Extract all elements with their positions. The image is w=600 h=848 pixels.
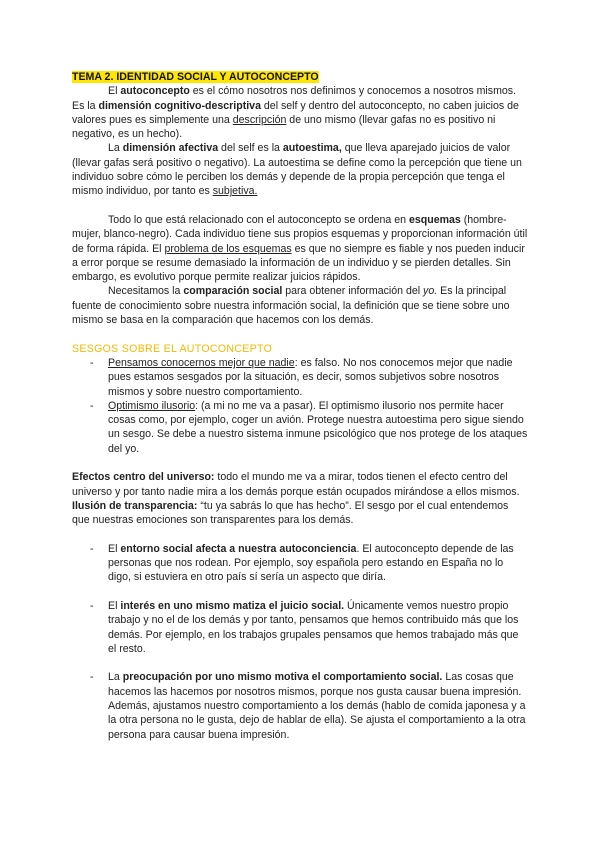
- bold-term: interés en uno mismo matiza el juicio social.: [120, 599, 345, 612]
- bold-term: autoconcepto: [120, 85, 190, 98]
- bold-term: Ilusión de transparencia:: [72, 499, 198, 512]
- spacer: [72, 528, 528, 542]
- spacer: [72, 199, 528, 213]
- social-self-list: [72, 670, 528, 741]
- list-item: [72, 399, 528, 456]
- text: todo el mundo me va a mirar, todos tienen el efecto centro del universo y por tanto nadie mira a los demás porque están ocupados mirándose a ellos mismos.: [72, 471, 520, 498]
- social-self-list: [72, 599, 528, 656]
- paragraph-ilusion-transparencia: [72, 499, 528, 528]
- paragraph-efecto-centro: [72, 470, 528, 499]
- bold-term: dimensión afectiva: [122, 142, 219, 155]
- bold-term: Efectos centro del universo:: [72, 471, 215, 484]
- text: para obtener información del: [282, 285, 424, 298]
- paragraph-comparacion-social: [72, 284, 528, 327]
- bias-list: [72, 356, 528, 456]
- text: que lleva aparejado juicios de valor (llevar gafas será positivo o negativo). La autoestima se define como la percepción que tiene un individuo sobre cómo le perciben los demás y depende de la propia percepción que tenga el mismo individuo, por tanto es: [72, 142, 522, 198]
- text: El: [108, 599, 121, 612]
- bold-term: entorno social afecta a nuestra autoconciencia: [120, 542, 357, 555]
- spacer: [72, 656, 528, 670]
- list-item: [72, 599, 528, 656]
- list-item: [72, 542, 528, 585]
- text: (hombre-mujer, blanco-negro). Cada individuo tiene sus propios esquemas y proporcionan información útil de forma rápida. El: [72, 213, 528, 255]
- text: Es la principal fuente de conocimiento sobre nuestra información social, la definición que se tiene sobre uno mismo se basa en la comparación que hacemos con los demás.: [72, 285, 510, 327]
- underlined-term: subjetiva.: [212, 185, 258, 198]
- spacer: [72, 456, 528, 470]
- bold-term: dimensión cognitivo-descriptiva: [98, 99, 261, 112]
- underlined-term: Optimismo ilusorio: [108, 399, 196, 412]
- title-line: [72, 70, 528, 84]
- list-item: [72, 356, 528, 399]
- text: El: [108, 542, 121, 555]
- text: es que no siempre es fiable y nos pueden inducir a error porque se resume demasiado la información de un individuo y se pierden detalles. Sin embargo, es evolutivo porque permite realizar juicios rápidos.: [72, 242, 525, 284]
- page-title: TEMA 2. IDENTIDAD SOCIAL Y AUTOCONCEPTO: [72, 71, 319, 83]
- bold-term: preocupación por uno mismo motiva el comportamiento social.: [122, 671, 443, 684]
- text: Las cosas que hacemos las hacemos por nosotros mismos, porque nos gusta causar buena impresión. Además, ajustamos nuestro comportamiento a los demás (hablo de comida japonesa y a la otra persona no le gusta, dejo de hablar de ella). Se ajusta el comportamiento a la otra persona para causar buena impresión.: [108, 671, 526, 741]
- text: : (a mi no me va a pasar). El optimismo ilusorio nos permite hacer cosas como, por ejemplo, coger un avión. Protege nuestra autoestima pero sigue siendo un sesgo. Se debe a nuestro sistema inmune psicológico que nos protege de los ataques del yo.: [108, 399, 528, 455]
- text: Únicamente vemos nuestro propio trabajo y no el de los demás y por tanto, pensamos que hemos contribuido más que los demás. Por ejemplo, en los trabajos grupales pensamos que hemos trabajado más que el resto.: [108, 599, 519, 655]
- text: El: [108, 85, 121, 98]
- text: del self y dentro del autoconcepto, no caben juicios de valores pues es simplemente una: [72, 99, 519, 126]
- underlined-term: Pensamos conocernos mejor que nadie: [108, 356, 295, 369]
- text: de uno mismo (llevar gafas no es positivo ni negativo, es un hecho).: [72, 113, 496, 141]
- text: La: [108, 671, 123, 684]
- italic-term: yo.: [423, 285, 438, 298]
- spacer: [72, 585, 528, 599]
- spacer: [72, 327, 528, 341]
- document-body: [72, 70, 528, 742]
- text: . El autoconcepto depende de las personas que nos rodean. Por ejemplo, soy española pero estando en España no lo digo, si estuviera en otro país sí sería un aspecto que diría.: [108, 542, 514, 584]
- text: La: [108, 142, 123, 155]
- paragraph-esquemas: [72, 213, 528, 284]
- bold-term: autoestima,: [282, 142, 342, 155]
- underlined-term: problema de los esquemas: [164, 242, 292, 255]
- text: Necesitamos la: [108, 285, 184, 298]
- text: del self es la: [218, 142, 283, 155]
- text: Todo lo que está relacionado con el autoconcepto se ordena en: [108, 213, 409, 226]
- underlined-term: descripción: [232, 113, 287, 126]
- bold-term: comparación social: [183, 285, 283, 298]
- list-item: [72, 670, 528, 741]
- paragraph-autoconcepto: [72, 84, 528, 141]
- social-self-list: [72, 542, 528, 585]
- section-heading-sesgos: SESGOS SOBRE EL AUTOCONCEPTO: [72, 342, 273, 355]
- text: : es falso. No nos conocemos mejor que nadie pues estamos sesgados por la situación, es decir, somos subjetivos sobre nosotros mismos y sobre nuestro comportamiento.: [108, 356, 513, 398]
- bold-term: esquemas: [408, 213, 461, 226]
- text: es el cómo nosotros nos definimos y conocemos a nosotros mismos. Es la: [72, 85, 517, 112]
- text: “tu ya sabrás lo que has hecho”. El sesgo por el cual entendemos que nuestras emociones son transparentes para los demás.: [72, 499, 509, 527]
- paragraph-autoestima: [72, 141, 528, 198]
